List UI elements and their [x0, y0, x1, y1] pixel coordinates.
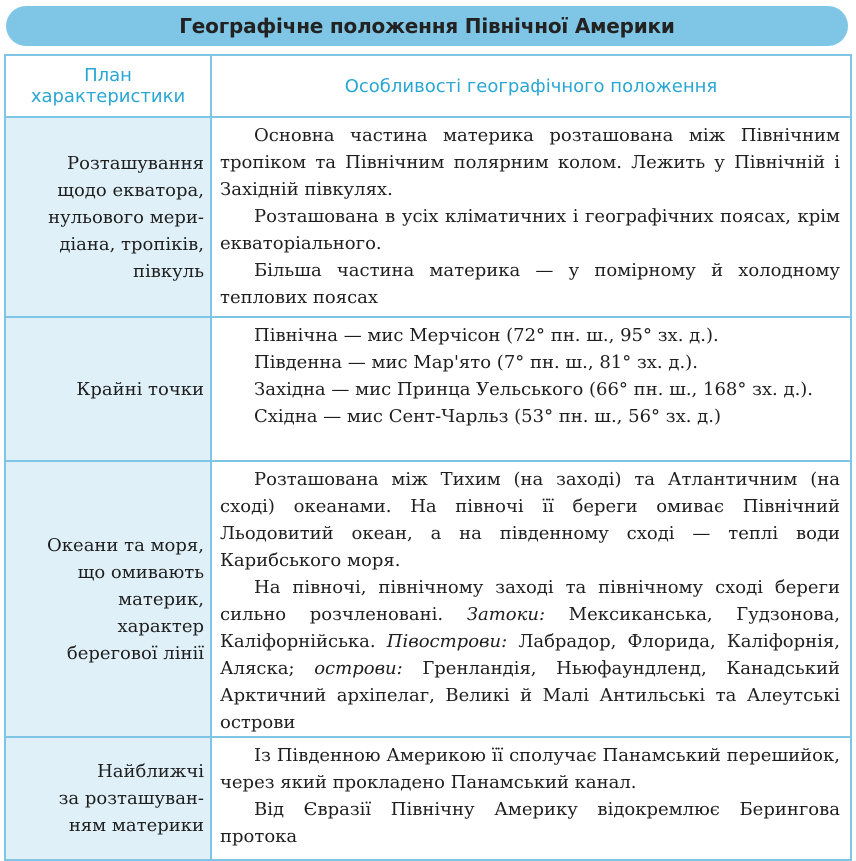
text-span: На півночі, північному заході та північному сході береги сильно розчленовані.	[220, 577, 840, 625]
label-line: Найближчі	[97, 761, 204, 782]
header-features: Особливості географічного положення	[212, 56, 850, 116]
row-text-nearest	[212, 736, 850, 859]
row-label-extreme-points	[6, 316, 212, 460]
header-plan	[6, 56, 212, 116]
label-line: Крайні точки	[76, 378, 204, 400]
paragraph: Основна частина материка розташована між Північним тропіком та Північним полярним колом. Лежить у Північній і Західній півкулях.	[220, 125, 840, 200]
row-label-nearest	[6, 736, 212, 859]
label-line: ням материки	[68, 815, 204, 836]
row-label-location	[6, 116, 212, 316]
paragraph: Південна — мис Мар'ято (7° пн. ш., 81° зх. д.).	[254, 352, 698, 373]
peninsulas-label: Півострови:	[386, 631, 508, 652]
label-line: що омивають	[77, 561, 204, 583]
label-line: діана, тропіків,	[59, 233, 204, 255]
paragraph: Розташована між Тихим (на заході) та Атлантичним (на сході) океанами. На півночі її береги омиває Північний Льодовитий океан, а на південному сході — теплі води Карибського моря.	[220, 469, 840, 571]
label-line: нульового мери-	[48, 206, 204, 228]
label-line: берегової лінії	[66, 642, 204, 664]
label-line: півкуль	[133, 260, 204, 282]
page-title: Географічне положення Північної Америки	[6, 6, 848, 46]
row-text-oceans	[212, 460, 850, 736]
row-label-oceans	[6, 460, 212, 736]
label-line: щодо екватора,	[57, 179, 204, 201]
label-line: характер	[117, 615, 204, 637]
header-plan-line2: характеристики	[30, 86, 186, 107]
text-span: Лабрадор, Флорида, Каліфорнія, Аляска;	[220, 631, 840, 679]
label-line: Океани та моря,	[47, 534, 204, 556]
paragraph: Із Південною Америкою її сполучає Панамський перешийок, через який прокладено Панамський канал.	[220, 745, 840, 793]
text-span: Мексиканська, Гудзонова, Каліфорнійська.	[220, 604, 840, 652]
text-span: Гренландія, Ньюфаундленд, Канадський Арктичний архіпелаг, Великі й Малі Антильські та Алеутські острови	[220, 658, 840, 733]
row-text-extreme-points	[212, 316, 850, 460]
row-text-location	[212, 116, 850, 316]
label-line: за розташуван-	[58, 788, 204, 809]
geography-table	[4, 54, 852, 861]
label-line: материк,	[118, 588, 204, 610]
paragraph	[220, 574, 840, 736]
paragraph: Східна — мис Сент-Чарльз (53° пн. ш., 56° зх. д.)	[254, 406, 721, 427]
paragraph: Більша частина материка — у помірному й холодному теплових поясах	[220, 260, 840, 308]
paragraph: Західна — мис Принца Уельського (66° пн. ш., 168° зх. д.).	[254, 379, 814, 400]
header-plan-line1: План	[84, 65, 132, 86]
paragraph: Розташована в усіх кліматичних і географічних поясах, крім екваторіального.	[220, 206, 840, 254]
label-line: Розташування	[67, 152, 204, 174]
paragraph: Північна — мис Мерчісон (72° пн. ш., 95° зх. д.).	[254, 325, 719, 346]
bays-label: Затоки:	[466, 604, 546, 625]
islands-label: острови:	[314, 658, 403, 679]
paragraph: Від Євразії Північну Америку відокремлює Берингова протока	[220, 799, 840, 847]
